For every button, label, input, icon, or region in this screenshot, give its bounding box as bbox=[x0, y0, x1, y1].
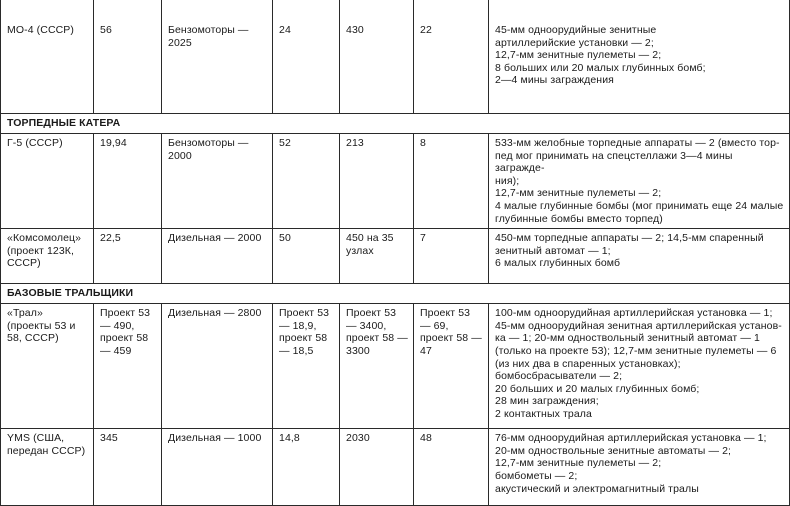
armament-line: 4 малые глубинные бомбы (мог принимать еще 24 малые bbox=[495, 199, 784, 212]
armament-line: акустический и электромагнитный тралы bbox=[495, 482, 699, 495]
cell-range: 213 bbox=[340, 134, 414, 229]
armament-line: 2—4 мины заграждения bbox=[495, 74, 614, 87]
armament-line: ния); bbox=[495, 174, 520, 187]
cell-name: МО-4 (СССР) bbox=[1, 0, 94, 114]
cell-armament bbox=[489, 229, 790, 284]
cell-speed: 14,8 bbox=[273, 429, 340, 506]
armament-line: 6 малых глубинных бомб bbox=[495, 257, 621, 270]
cell-powerplant: Бензомоторы — 2000 bbox=[162, 134, 273, 229]
armament-line: глубинные бомбы вместо торпед) bbox=[495, 212, 663, 225]
armament-line: артиллерийские установки — 2; bbox=[495, 36, 654, 49]
cell-crew: 8 bbox=[414, 134, 489, 229]
cell-range: 450 на 35 узлах bbox=[340, 229, 414, 284]
armament-line: 20-мм одноствольные зенитные автоматы — 2; bbox=[495, 444, 732, 457]
cell-displacement: Проект 53 — 490, проект 58 — 459 bbox=[94, 304, 162, 429]
cell-speed: 52 bbox=[273, 134, 340, 229]
cell-powerplant: Бензомоторы — 2025 bbox=[162, 0, 273, 114]
armament-line: 12,7-мм зенитные пулеметы — 2; bbox=[495, 187, 662, 200]
armament-line: 100-мм одноорудийная артиллерийская установка — 1; bbox=[495, 307, 773, 320]
armament-line: 45-мм одноорудийная зенитная артиллерийская установ- bbox=[495, 319, 782, 332]
armament-line: (из них два в спаренных установках); bbox=[495, 357, 681, 370]
cell-displacement: 22,5 bbox=[94, 229, 162, 284]
table-row-tral bbox=[1, 304, 790, 429]
armament-line: 450-мм торпедные аппараты — 2; 14,5-мм спаренный bbox=[495, 232, 764, 245]
armament-line: зенитный автомат — 1; bbox=[495, 244, 611, 257]
cell-displacement: 56 bbox=[94, 0, 162, 114]
section-row-minesweepers bbox=[1, 284, 790, 304]
cell-displacement: 345 bbox=[94, 429, 162, 506]
section-title: БАЗОВЫЕ ТРАЛЬЩИКИ bbox=[1, 284, 790, 304]
armament-line: 12,7-мм зенитные пулеметы — 2; bbox=[495, 457, 662, 470]
armament-line: бомбометы — 2; bbox=[495, 469, 578, 482]
cell-speed: 50 bbox=[273, 229, 340, 284]
armament-line: пед мог принимать на спецстеллажи 3—4 мины загражде- bbox=[495, 149, 733, 175]
armament-line: 20 больших и 20 малых глубинных бомб; bbox=[495, 382, 700, 395]
armament-line: (только на проекте 53); 12,7-мм зенитные пулеметы — 6 bbox=[495, 344, 777, 357]
armament-line: 8 больших или 20 малых глубинных бомб; bbox=[495, 61, 706, 74]
cell-armament bbox=[489, 304, 790, 429]
table-row-g5 bbox=[1, 134, 790, 229]
cell-armament bbox=[489, 0, 790, 114]
cell-crew: Проект 53 — 69, проект 58 — 47 bbox=[414, 304, 489, 429]
cell-powerplant: Дизельная — 2800 bbox=[162, 304, 273, 429]
table-row-yms bbox=[1, 429, 790, 506]
armament-line: 28 мин заграждения; bbox=[495, 395, 599, 408]
section-title: ТОРПЕДНЫЕ КАТЕРА bbox=[1, 114, 790, 134]
armament-line: 45-мм одноорудийные зенитные bbox=[495, 24, 657, 36]
cell-armament bbox=[489, 429, 790, 506]
section-row-torpedo-boats bbox=[1, 114, 790, 134]
cell-range: 2030 bbox=[340, 429, 414, 506]
armament-line: 12,7-мм зенитные пулеметы — 2; bbox=[495, 49, 662, 62]
armament-line: 76-мм одноорудийная артиллерийская установка — 1; bbox=[495, 432, 767, 445]
armament-line: ка — 1; 20-мм одноствольный зенитный автомат — 1 bbox=[495, 332, 760, 345]
cell-armament bbox=[489, 134, 790, 229]
cell-speed: 24 bbox=[273, 0, 340, 114]
cell-range: 430 bbox=[340, 0, 414, 114]
cell-name: Г-5 (СССР) bbox=[1, 134, 94, 229]
cell-name: «Трал» (проекты 53 и 58, СССР) bbox=[1, 304, 94, 429]
cell-name: YMS (США, передан СССР) bbox=[1, 429, 94, 506]
armament-line: бомбосбрасыватели — 2; bbox=[495, 370, 623, 383]
armament-line: 2 контактных трала bbox=[495, 407, 592, 420]
cell-displacement: 19,94 bbox=[94, 134, 162, 229]
cell-powerplant: Дизельная — 2000 bbox=[162, 229, 273, 284]
cell-crew: 48 bbox=[414, 429, 489, 506]
cell-crew: 22 bbox=[414, 0, 489, 114]
table-row-komsomolets bbox=[1, 229, 790, 284]
cell-speed: Проект 53 — 18,9, проект 58 — 18,5 bbox=[273, 304, 340, 429]
cell-crew: 7 bbox=[414, 229, 489, 284]
armament-line: 533-мм желобные торпедные аппараты — 2 (вместо тор- bbox=[495, 137, 780, 149]
table-row-mo4 bbox=[1, 0, 790, 114]
cell-name: «Комсомолец» (проект 123К, СССР) bbox=[1, 229, 94, 284]
cell-powerplant: Дизельная — 1000 bbox=[162, 429, 273, 506]
cell-range: Проект 53 — 3400, проект 58 — 3300 bbox=[340, 304, 414, 429]
